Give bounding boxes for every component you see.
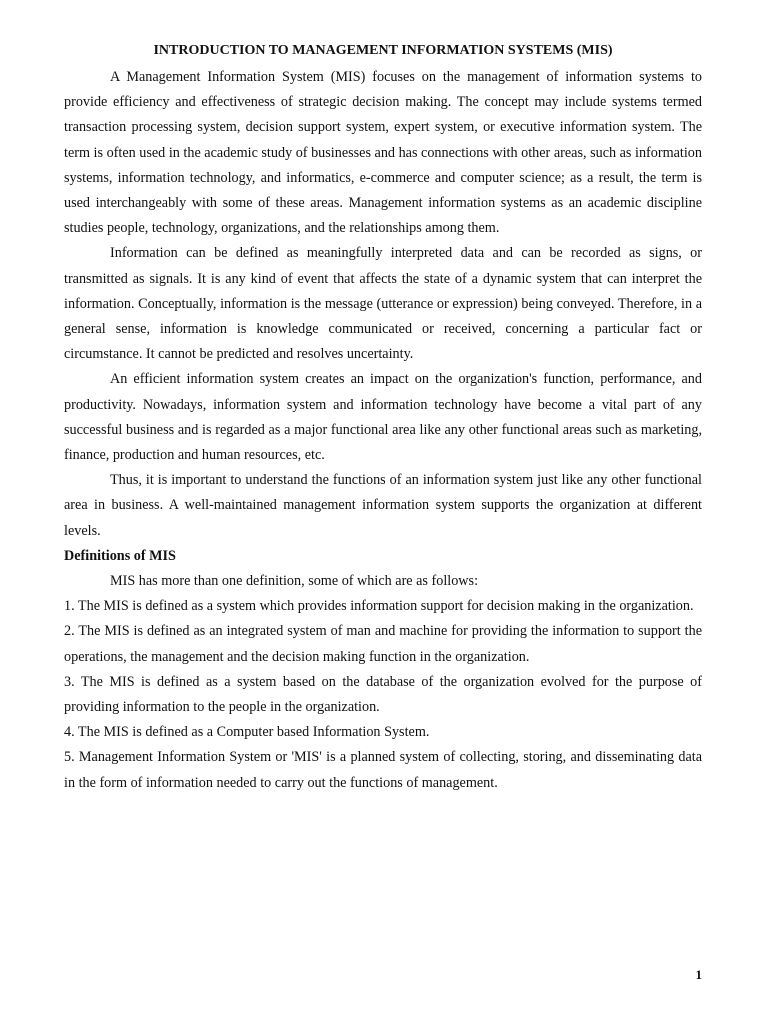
definition-item: 2. The MIS is defined as an integrated system of man and machine for providing the information to support the operations, the management and the decision making function in the organization.: [64, 623, 702, 665]
definitions-heading: Definitions of MIS: [64, 547, 176, 564]
document-title: INTRODUCTION TO MANAGEMENT INFORMATION SYSTEMS (MIS): [153, 43, 613, 58]
document-page: [64, 40, 702, 796]
definition-item: 5. Management Information System or 'MIS' is a planned system of collecting, storing, and disseminating data in the form of information needed to carry out the functions of management.: [64, 749, 702, 791]
definition-item: 3. The MIS is defined as a system based on the database of the organization evolved for the purpose of providing information to the people in the organization.: [64, 673, 702, 716]
paragraph-mis-overview: A Management Information System (MIS) focuses on the management of information systems to provide efficiency and effectiveness of strategic decision making. The concept may include systems termed transaction processing system, decision support system, expert system, or executive information system. The term is often used in the academic study of businesses and has connections with other areas, such as information systems, information technology, and informatics, e-commerce and computer science; as a result, the term is used interchangeably with some of these areas. Management information systems as an academic discipline studies people, technology, organizations, and the relationships among them.: [64, 69, 702, 237]
definition-item: 4. The MIS is defined as a Computer based Information System.: [64, 724, 430, 741]
paragraph-importance: Thus, it is important to understand the functions of an information system just like any other functional area in business. A well-maintained management information system supports the organization at different levels.: [64, 472, 702, 539]
definition-item: 1. The MIS is defined as a system which provides information support for decision making in the organization.: [64, 598, 694, 615]
paragraph-efficient-systems: An efficient information system creates an impact on the organization's function, performance, and productivity. Nowadays, information system and information technology have become a vital part of any successful business and is regarded as a major functional area like any other functional areas such as marketing, finance, production and human resources, etc.: [64, 371, 702, 464]
paragraph-information-definition: Information can be defined as meaningfully interpreted data and can be recorded as signs, or transmitted as signals. It is any kind of event that affects the state of a dynamic system that can interpret the information. Conceptually, information is the message (utterance or expression) being conveyed. Therefore, in a general sense, information is knowledge communicated or received, concerning a particular fact or circumstance. It cannot be predicted and resolves uncertainty.: [64, 245, 702, 363]
page-number: 1: [695, 967, 702, 982]
definitions-intro: MIS has more than one definition, some of which are as follows:: [110, 573, 479, 590]
